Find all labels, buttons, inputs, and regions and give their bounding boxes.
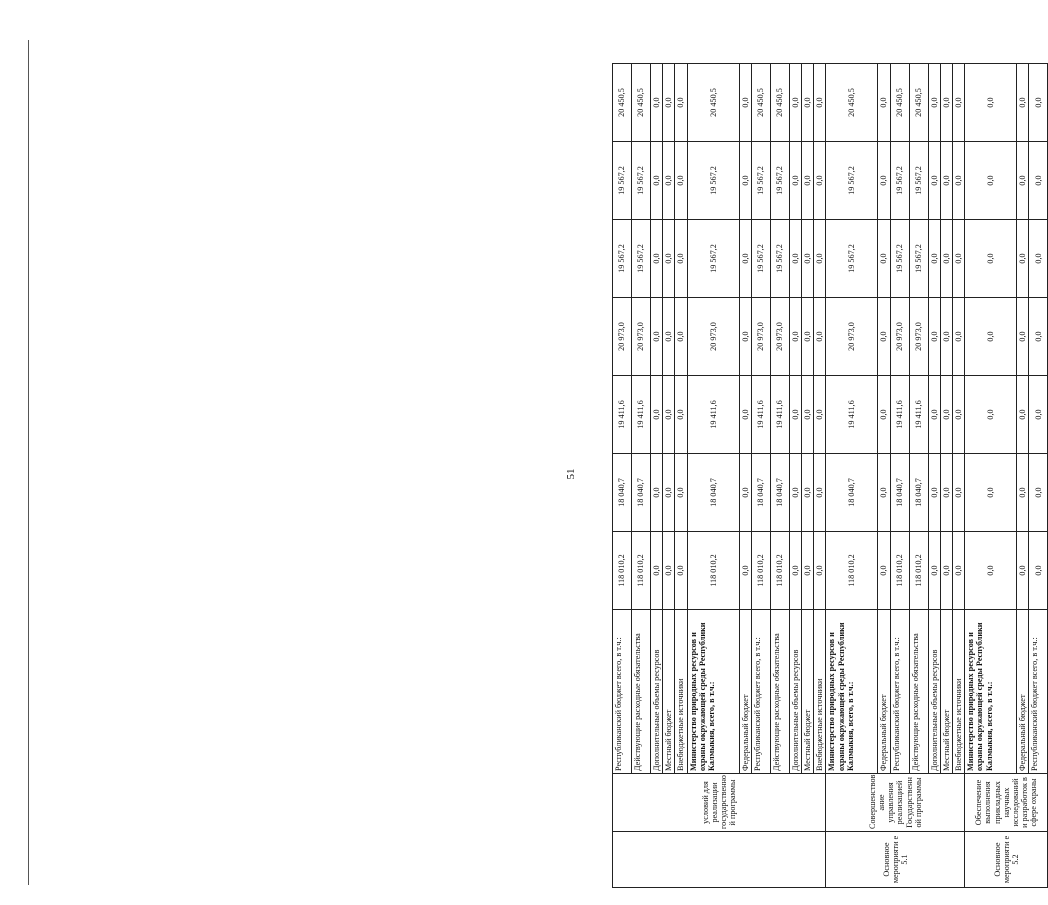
amount-cell: 0,0 <box>953 376 965 454</box>
table-row <box>965 64 1017 888</box>
table-row <box>1017 64 1029 888</box>
table-row <box>613 64 632 888</box>
budget-table <box>612 63 1048 888</box>
amount-cell: 19 567,2 <box>687 220 739 298</box>
amount-cell: 0,0 <box>789 454 801 532</box>
funding-source: Местный бюджет <box>663 610 675 774</box>
amount-cell: 20 450,5 <box>909 64 928 142</box>
funding-source: Действующие расходные обязательства <box>909 610 928 774</box>
amount-cell: 118 010,2 <box>770 532 789 610</box>
table-row <box>928 64 940 888</box>
amount-cell: 19 567,2 <box>751 142 770 220</box>
table-row <box>802 64 814 888</box>
amount-cell: 0,0 <box>878 532 890 610</box>
amount-cell: 20 450,5 <box>613 64 632 142</box>
amount-cell: 0,0 <box>675 220 687 298</box>
amount-cell: 20 450,5 <box>687 64 739 142</box>
amount-cell: 118 010,2 <box>890 532 909 610</box>
amount-cell: 0,0 <box>965 64 1017 142</box>
amount-cell: 0,0 <box>651 142 663 220</box>
amount-cell: 19 567,2 <box>826 220 878 298</box>
table-row <box>751 64 770 888</box>
amount-cell: 19 567,2 <box>687 142 739 220</box>
funding-source: Республиканский бюджет всего, в т.ч.: <box>751 610 770 774</box>
amount-cell: 0,0 <box>878 454 890 532</box>
funding-source: Действующие расходные обязательства <box>632 610 651 774</box>
amount-cell: 0,0 <box>663 220 675 298</box>
amount-cell: 0,0 <box>663 298 675 376</box>
amount-cell: 0,0 <box>878 220 890 298</box>
table-row <box>675 64 687 888</box>
table-row <box>632 64 651 888</box>
amount-cell: 0,0 <box>940 142 952 220</box>
amount-cell: 0,0 <box>965 376 1017 454</box>
funding-source: Действующие расходные обязательства <box>770 610 789 774</box>
amount-cell: 0,0 <box>1029 376 1048 454</box>
amount-cell: 19 411,6 <box>890 376 909 454</box>
amount-cell: 0,0 <box>953 64 965 142</box>
amount-cell: 20 973,0 <box>826 298 878 376</box>
amount-cell: 0,0 <box>1017 532 1029 610</box>
funding-source: Внебюджетные источники <box>953 610 965 774</box>
amount-cell: 0,0 <box>675 64 687 142</box>
amount-cell: 20 450,5 <box>770 64 789 142</box>
funding-source: Местный бюджет <box>802 610 814 774</box>
funding-source: Республиканский бюджет всего, в т.ч.: <box>1029 610 1048 774</box>
amount-cell: 0,0 <box>651 376 663 454</box>
table-row <box>651 64 663 888</box>
amount-cell: 19 567,2 <box>890 220 909 298</box>
amount-cell: 0,0 <box>651 220 663 298</box>
amount-cell: 19 411,6 <box>751 376 770 454</box>
table-row <box>663 64 675 888</box>
amount-cell: 19 567,2 <box>632 220 651 298</box>
funding-source: Министерство природных ресурсов и охраны окружающей среды Республики Калмыкия, всего, в т.ч.: <box>687 610 739 774</box>
measure-title: Совершенствов ание управления реализацией Государственн ой программы <box>826 774 965 832</box>
amount-cell: 0,0 <box>663 64 675 142</box>
amount-cell: 18 040,7 <box>687 454 739 532</box>
amount-cell: 0,0 <box>789 376 801 454</box>
table-row <box>940 64 952 888</box>
table-row <box>789 64 801 888</box>
table-row <box>890 64 909 888</box>
measure-code: Основное мероприяти е 5.1 <box>826 832 965 888</box>
table-row <box>814 64 826 888</box>
amount-cell: 0,0 <box>1017 220 1029 298</box>
amount-cell: 0,0 <box>928 298 940 376</box>
amount-cell: 118 010,2 <box>687 532 739 610</box>
amount-cell: 19 411,6 <box>826 376 878 454</box>
amount-cell: 19 567,2 <box>909 142 928 220</box>
amount-cell: 20 973,0 <box>890 298 909 376</box>
amount-cell: 0,0 <box>802 64 814 142</box>
amount-cell: 19 567,2 <box>826 142 878 220</box>
amount-cell: 0,0 <box>651 298 663 376</box>
table-row <box>739 64 751 888</box>
amount-cell: 20 450,5 <box>632 64 651 142</box>
amount-cell: 0,0 <box>928 376 940 454</box>
amount-cell: 118 010,2 <box>909 532 928 610</box>
amount-cell: 0,0 <box>928 64 940 142</box>
amount-cell: 0,0 <box>1029 142 1048 220</box>
amount-cell: 0,0 <box>965 220 1017 298</box>
amount-cell: 0,0 <box>789 298 801 376</box>
table-row <box>826 64 878 888</box>
funding-source: Республиканский бюджет всего, в т.ч.: <box>890 610 909 774</box>
funding-source: Министерство природных ресурсов и охраны окружающей среды Республики Калмыкия, всего, в т.ч.: <box>965 610 1017 774</box>
funding-source: Федеральный бюджет <box>1017 610 1029 774</box>
amount-cell: 118 010,2 <box>613 532 632 610</box>
amount-cell: 19 567,2 <box>751 220 770 298</box>
amount-cell: 0,0 <box>965 298 1017 376</box>
amount-cell: 0,0 <box>928 454 940 532</box>
amount-cell: 0,0 <box>675 454 687 532</box>
amount-cell: 20 973,0 <box>687 298 739 376</box>
funding-source: Министерство природных ресурсов и охраны окружающей среды Республики Калмыкия, всего, в т.ч.: <box>826 610 878 774</box>
amount-cell: 20 973,0 <box>909 298 928 376</box>
amount-cell: 0,0 <box>814 298 826 376</box>
amount-cell: 0,0 <box>675 142 687 220</box>
amount-cell: 20 450,5 <box>826 64 878 142</box>
amount-cell: 0,0 <box>814 532 826 610</box>
amount-cell: 0,0 <box>928 142 940 220</box>
amount-cell: 19 411,6 <box>687 376 739 454</box>
amount-cell: 0,0 <box>953 298 965 376</box>
amount-cell: 0,0 <box>789 64 801 142</box>
funding-source: Федеральный бюджет <box>739 610 751 774</box>
amount-cell: 18 040,7 <box>890 454 909 532</box>
amount-cell: 0,0 <box>953 454 965 532</box>
amount-cell: 0,0 <box>1029 298 1048 376</box>
amount-cell: 19 567,2 <box>613 142 632 220</box>
amount-cell: 0,0 <box>953 142 965 220</box>
funding-source: Федеральный бюджет <box>878 610 890 774</box>
amount-cell: 0,0 <box>1017 142 1029 220</box>
amount-cell: 0,0 <box>814 142 826 220</box>
amount-cell: 0,0 <box>675 532 687 610</box>
amount-cell: 0,0 <box>940 220 952 298</box>
amount-cell: 0,0 <box>1017 64 1029 142</box>
amount-cell: 0,0 <box>878 142 890 220</box>
amount-cell: 0,0 <box>1017 454 1029 532</box>
amount-cell: 0,0 <box>663 142 675 220</box>
amount-cell: 118 010,2 <box>826 532 878 610</box>
amount-cell: 0,0 <box>675 298 687 376</box>
amount-cell: 0,0 <box>802 532 814 610</box>
amount-cell: 0,0 <box>739 220 751 298</box>
amount-cell: 18 040,7 <box>613 454 632 532</box>
amount-cell: 0,0 <box>940 454 952 532</box>
amount-cell: 0,0 <box>1029 454 1048 532</box>
table-row <box>687 64 739 888</box>
amount-cell: 0,0 <box>739 298 751 376</box>
amount-cell: 0,0 <box>953 220 965 298</box>
amount-cell: 19 411,6 <box>632 376 651 454</box>
funding-source: Дополнительные объемы ресурсов <box>789 610 801 774</box>
rotated-table-wrapper <box>612 64 1048 888</box>
amount-cell: 0,0 <box>739 64 751 142</box>
amount-cell: 18 040,7 <box>751 454 770 532</box>
amount-cell: 0,0 <box>802 376 814 454</box>
amount-cell: 0,0 <box>802 220 814 298</box>
amount-cell: 0,0 <box>940 64 952 142</box>
table-row <box>878 64 890 888</box>
table-row <box>1029 64 1048 888</box>
amount-cell: 0,0 <box>965 454 1017 532</box>
budget-table-body <box>613 64 1048 888</box>
amount-cell: 0,0 <box>965 532 1017 610</box>
amount-cell: 0,0 <box>789 142 801 220</box>
amount-cell: 0,0 <box>940 298 952 376</box>
amount-cell: 19 567,2 <box>890 142 909 220</box>
amount-cell: 0,0 <box>928 532 940 610</box>
amount-cell: 19 567,2 <box>770 142 789 220</box>
amount-cell: 19 567,2 <box>909 220 928 298</box>
amount-cell: 0,0 <box>802 298 814 376</box>
amount-cell: 0,0 <box>965 142 1017 220</box>
amount-cell: 18 040,7 <box>632 454 651 532</box>
amount-cell: 0,0 <box>814 220 826 298</box>
amount-cell: 20 973,0 <box>632 298 651 376</box>
amount-cell: 0,0 <box>1017 376 1029 454</box>
amount-cell: 0,0 <box>878 64 890 142</box>
amount-cell: 0,0 <box>663 532 675 610</box>
amount-cell: 20 450,5 <box>890 64 909 142</box>
amount-cell: 0,0 <box>1029 532 1048 610</box>
amount-cell: 0,0 <box>814 454 826 532</box>
funding-source: Дополнительные объемы ресурсов <box>928 610 940 774</box>
amount-cell: 20 973,0 <box>613 298 632 376</box>
amount-cell: 0,0 <box>739 454 751 532</box>
amount-cell: 0,0 <box>878 376 890 454</box>
amount-cell: 0,0 <box>940 376 952 454</box>
amount-cell: 0,0 <box>802 454 814 532</box>
funding-source: Дополнительные объемы ресурсов <box>651 610 663 774</box>
amount-cell: 0,0 <box>651 454 663 532</box>
left-margin-line <box>28 40 29 885</box>
table-row <box>953 64 965 888</box>
page-number: 51 <box>565 468 577 480</box>
funding-source: Местный бюджет <box>940 610 952 774</box>
amount-cell: 0,0 <box>878 298 890 376</box>
amount-cell: 20 450,5 <box>751 64 770 142</box>
amount-cell: 0,0 <box>1017 298 1029 376</box>
amount-cell: 0,0 <box>814 64 826 142</box>
amount-cell: 19 567,2 <box>770 220 789 298</box>
amount-cell: 0,0 <box>651 64 663 142</box>
amount-cell: 0,0 <box>953 532 965 610</box>
amount-cell: 0,0 <box>739 532 751 610</box>
amount-cell: 19 567,2 <box>613 220 632 298</box>
amount-cell: 0,0 <box>940 532 952 610</box>
amount-cell: 0,0 <box>675 376 687 454</box>
amount-cell: 0,0 <box>739 142 751 220</box>
funding-source: Республиканский бюджет всего, в т.ч.: <box>613 610 632 774</box>
amount-cell: 18 040,7 <box>826 454 878 532</box>
measure-code <box>613 832 826 888</box>
amount-cell: 19 411,6 <box>909 376 928 454</box>
amount-cell: 118 010,2 <box>632 532 651 610</box>
amount-cell: 19 567,2 <box>632 142 651 220</box>
amount-cell: 18 040,7 <box>909 454 928 532</box>
amount-cell: 19 411,6 <box>613 376 632 454</box>
measure-title: Обеспечение выполнения прикладных научных исследований и разработок в сфере охраны <box>965 774 1048 832</box>
amount-cell: 118 010,2 <box>751 532 770 610</box>
amount-cell: 0,0 <box>1029 220 1048 298</box>
funding-source: Внебюджетные источники <box>675 610 687 774</box>
funding-source: Внебюджетные источники <box>814 610 826 774</box>
amount-cell: 0,0 <box>814 376 826 454</box>
table-row <box>909 64 928 888</box>
amount-cell: 0,0 <box>928 220 940 298</box>
amount-cell: 19 411,6 <box>770 376 789 454</box>
amount-cell: 0,0 <box>789 532 801 610</box>
amount-cell: 0,0 <box>663 376 675 454</box>
amount-cell: 20 973,0 <box>751 298 770 376</box>
amount-cell: 18 040,7 <box>770 454 789 532</box>
measure-code: Основное мероприяти е 5.2 <box>965 832 1048 888</box>
amount-cell: 0,0 <box>789 220 801 298</box>
amount-cell: 0,0 <box>651 532 663 610</box>
amount-cell: 0,0 <box>663 454 675 532</box>
amount-cell: 0,0 <box>739 376 751 454</box>
amount-cell: 20 973,0 <box>770 298 789 376</box>
amount-cell: 0,0 <box>802 142 814 220</box>
table-row <box>770 64 789 888</box>
measure-title: условий для реализации государственно й программы <box>613 774 826 832</box>
amount-cell: 0,0 <box>1029 64 1048 142</box>
